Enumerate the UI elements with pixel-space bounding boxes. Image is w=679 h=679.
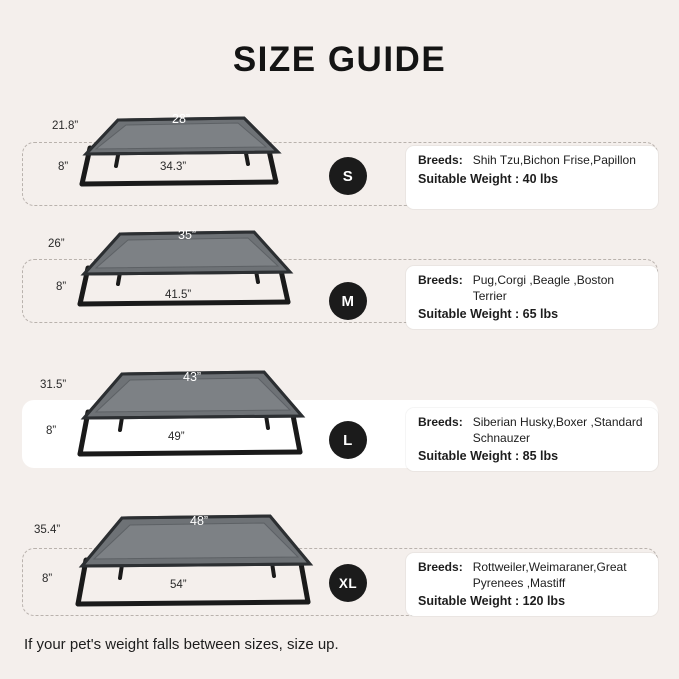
depth-label-l: 31.5” (40, 379, 67, 391)
weight-value-xl: Suitable Weight : 120 lbs (418, 594, 566, 608)
leg-height-label-xl: 8” (42, 573, 53, 585)
breeds-label-s: Breeds: (418, 153, 463, 167)
breeds-value-s: Shih Tzu,Bichon Frise,Papillon (472, 153, 636, 167)
breeds-value-l: Siberian Husky,Boxer ,Standard Schnauzer (472, 415, 643, 445)
depth-label-s: 21.8” (52, 120, 79, 132)
leg-height-label-l: 8” (46, 425, 57, 437)
breeds-label-m: Breeds: (418, 273, 463, 287)
info-card-m (406, 266, 658, 329)
top-width-label-s: 28” (172, 112, 191, 126)
info-card-xl (406, 553, 658, 616)
size-badge-m: M (329, 282, 367, 320)
size-badge-xl: XL (329, 564, 367, 602)
breeds-label-xl: Breeds: (418, 560, 463, 574)
top-width-label-m: 35” (178, 228, 197, 242)
base-width-label-s: 34.3” (160, 161, 187, 173)
breeds-value-xl: Rottweiler,Weimaraner,Great Pyrenees ,Mastiff (472, 560, 627, 590)
weight-value-l: Suitable Weight : 85 lbs (418, 449, 559, 463)
base-width-label-xl: 54” (170, 579, 187, 591)
base-width-label-l: 49” (168, 431, 185, 443)
top-width-label-l: 43” (183, 370, 202, 384)
bed-illustration-l (56, 350, 321, 465)
breeds-row-s (418, 153, 646, 169)
breeds-value-m: Pug,Corgi ,Beagle ,Boston Terrier (472, 273, 615, 303)
base-width-label-m: 41.5” (165, 289, 192, 301)
size-badge-l: L (329, 421, 367, 459)
depth-label-m: 26” (48, 238, 65, 250)
top-width-label-xl: 48” (190, 514, 209, 528)
depth-label-xl: 35.4” (34, 524, 61, 536)
bed-illustration-s (60, 96, 300, 196)
leg-height-label-s: 8” (58, 161, 69, 173)
info-card-l (406, 408, 658, 471)
breeds-label-l: Breeds: (418, 415, 463, 429)
breeds-row-xl (418, 560, 646, 591)
footer-note: If your pet's weight falls between sizes, size up. (24, 636, 339, 653)
weight-value-s: Suitable Weight : 40 lbs (418, 171, 559, 186)
info-card-s (406, 146, 658, 209)
page-title: SIZE GUIDE (232, 40, 447, 79)
bed-illustration-xl (52, 494, 327, 614)
breeds-row-l (418, 415, 646, 446)
leg-height-label-m: 8” (56, 281, 67, 293)
breeds-row-m (418, 273, 646, 304)
weight-value-m: Suitable Weight : 65 lbs (418, 307, 559, 321)
size-badge-s: S (329, 157, 367, 195)
